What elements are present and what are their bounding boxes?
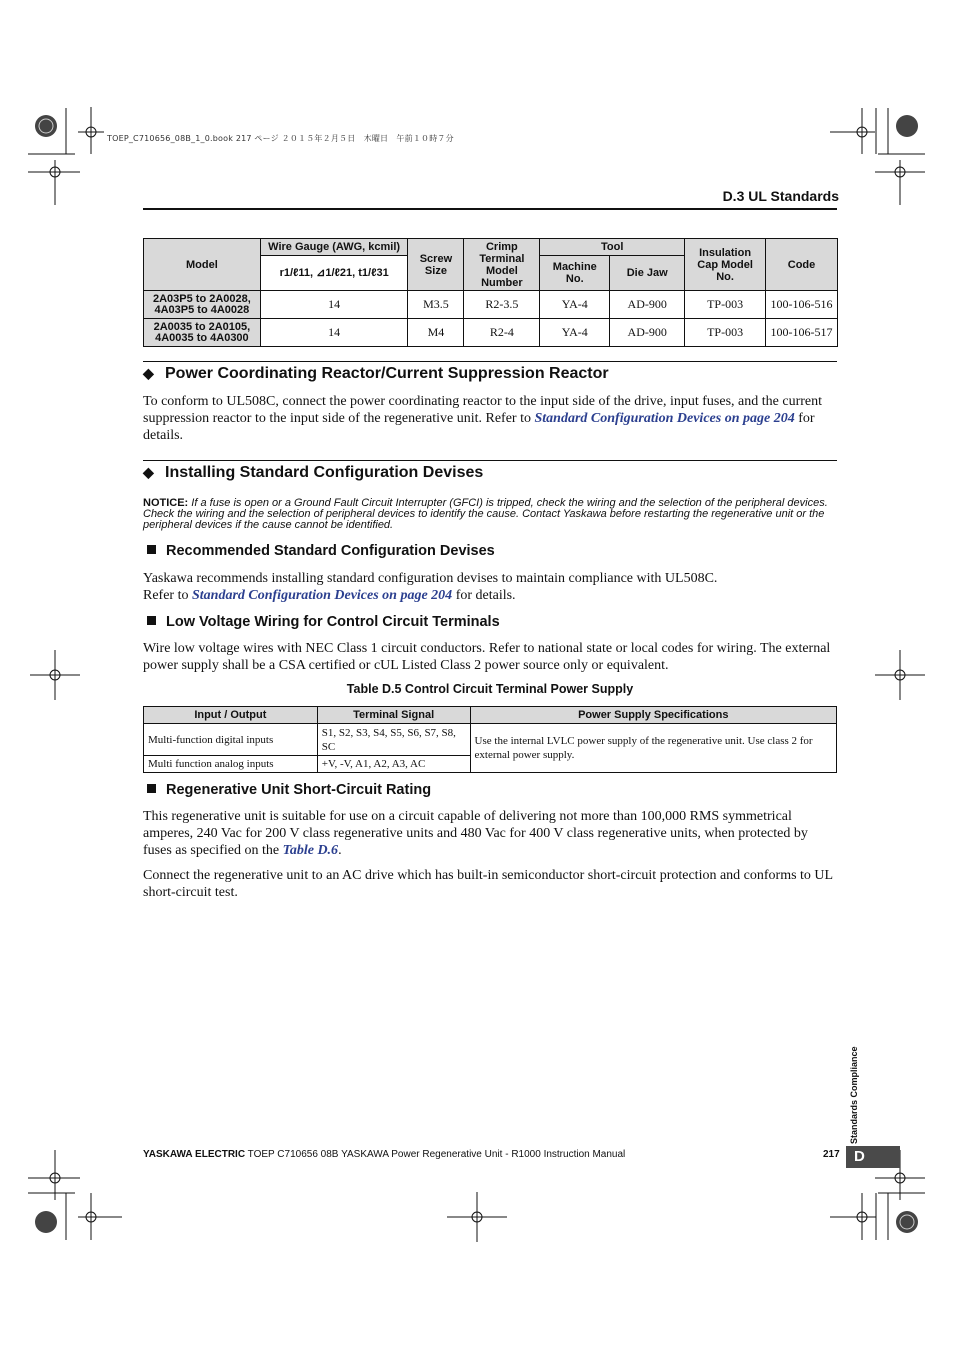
footer-brand: YASKAWA ELECTRIC: [143, 1149, 246, 1160]
paragraph-text: Yaskawa recommends installing standard configuration devises to maintain compliance with UL508C.: [143, 571, 718, 586]
table-row: [144, 319, 838, 347]
cell-machine: YA-4: [540, 319, 610, 347]
th-code: Code: [766, 239, 838, 291]
th-screw-size: Screw Size: [408, 239, 464, 291]
print-header: TOEP_C710656_08B_1_0.book 217 ページ ２０１５年２月５日 木曜日 午前１０時７分: [107, 134, 454, 143]
th-input-output: Input / Output: [144, 707, 318, 724]
cell-gauge: 14: [260, 291, 408, 319]
recommended-paragraph: [143, 570, 838, 604]
cell-crimp: R2-4: [464, 319, 540, 347]
subheading-title: Low Voltage Wiring for Control Circuit Terminals: [166, 614, 500, 630]
square-bullet-icon: [147, 545, 156, 554]
header-rule: [143, 208, 837, 210]
diamond-bullet-icon: ◆: [143, 464, 154, 480]
cell-code: 100-106-516: [766, 291, 838, 319]
cell-signal: +V, -V, A1, A2, A3, AC: [317, 756, 470, 773]
th-crimp: Crimp Terminal Model Number: [464, 239, 540, 291]
subheading-title: Recommended Standard Configuration Devises: [166, 543, 495, 559]
footer: [143, 1149, 625, 1160]
paragraph-text: To conform to UL508C, connect the power coordinating reactor to the input side of the drive, input fuses, and the current suppression reactor to the input side of the regenerative unit. Refer to: [143, 394, 822, 426]
paragraph-text: for details.: [143, 411, 815, 443]
th-insulation: Insulation Cap Model No.: [685, 239, 766, 291]
th-machine-no: Machine No.: [540, 256, 610, 291]
cell-crimp: R2-3.5: [464, 291, 540, 319]
th-wire-gauge-sub: r1/ℓ11, ⊿1/ℓ21, t1/ℓ31: [260, 256, 408, 291]
table-row: [144, 291, 838, 319]
notice-text: [143, 498, 838, 531]
subheading-recommended: [147, 543, 495, 559]
table-d6-link[interactable]: Table D.6: [282, 843, 339, 858]
th-power-supply: Power Supply Specifications: [470, 707, 836, 724]
notice-body: If a fuse is open or a Ground Fault Circuit Interrupter (GFCI) is tripped, check the wiring and the selection of the peripheral devices. Check the wiring and the selection of peripheral devices to identify the cause. Contact Yaskawa before restarting the regenerative unit or the peripheral devices if the cause cannot be identified.: [143, 497, 828, 531]
th-tool: Tool: [540, 239, 685, 256]
side-tab-text: Standards Compliance: [849, 1046, 859, 1144]
th-terminal-signal: Terminal Signal: [317, 707, 470, 724]
short-circuit-paragraph-1: [143, 808, 838, 859]
th-die-jaw: Die Jaw: [610, 256, 685, 291]
cell-screw: M3.5: [408, 291, 464, 319]
cell-io: Multi-function digital inputs: [144, 724, 318, 756]
appendix-tab: D: [846, 1146, 900, 1168]
th-model: Model: [144, 239, 261, 291]
paragraph-text: .: [338, 843, 342, 858]
cell-screw: M4: [408, 319, 464, 347]
reactor-paragraph: [143, 393, 838, 444]
footer-text: TOEP C710656 08B YASKAWA Power Regenerative Unit - R1000 Instruction Manual: [245, 1149, 626, 1160]
cell-signal: S1, S2, S3, S4, S5, S6, S7, S8, SC: [317, 724, 470, 756]
notice-label: NOTICE:: [143, 497, 189, 509]
section-heading-installing: [143, 460, 837, 482]
cell-die: AD-900: [610, 319, 685, 347]
cell-model: 2A0035 to 2A0105, 4A0035 to 4A0300: [144, 319, 261, 347]
side-tab-label: [846, 1036, 862, 1144]
low-voltage-paragraph: Wire low voltage wires with NEC Class 1 circuit conductors. Refer to national state or local codes for wiring. The external power supply shall be a CSA certified or cUL Listed Class 2 power source only or equivalent.: [143, 641, 831, 673]
section-header: D.3 UL Standards: [722, 188, 839, 204]
paragraph-text: This regenerative unit is suitable for use on a circuit capable of delivering not more than 100,000 RMS symmetrical amperes, 240 Vac for 200 V class regenerative units and 480 Vac for 400 V class regenerative units, when protected by fuses as specified on the: [143, 809, 808, 858]
cell-model: 2A03P5 to 2A0028, 4A03P5 to 4A0028: [144, 291, 261, 319]
cell-io: Multi function analog inputs: [144, 756, 318, 773]
th-wire-gauge: Wire Gauge (AWG, kcmil): [260, 239, 408, 256]
cell-gauge: 14: [260, 319, 408, 347]
paragraph-text: Refer to: [143, 588, 192, 603]
cell-code: 100-106-517: [766, 319, 838, 347]
section-heading-reactor: [143, 361, 837, 383]
cell-cap: TP-003: [685, 319, 766, 347]
cell-die: AD-900: [610, 291, 685, 319]
control-circuit-table: [143, 706, 837, 773]
diamond-bullet-icon: ◆: [143, 365, 154, 381]
table-caption: Table D.5 Control Circuit Terminal Power Supply: [346, 682, 634, 696]
standard-config-link[interactable]: Standard Configuration Devices on page 204: [534, 411, 795, 426]
section-title: Installing Standard Configuration Devises: [165, 464, 484, 481]
page-number: 217: [823, 1149, 840, 1160]
wire-gauge-table: [143, 238, 838, 347]
table-row: [144, 724, 837, 756]
subheading-low-voltage: [147, 614, 500, 630]
standard-config-link[interactable]: Standard Configuration Devices on page 204: [191, 588, 453, 603]
square-bullet-icon: [147, 784, 156, 793]
square-bullet-icon: [147, 616, 156, 625]
cell-cap: TP-003: [685, 291, 766, 319]
section-title: Power Coordinating Reactor/Current Suppression Reactor: [165, 365, 609, 382]
subheading-short-circuit: [147, 782, 431, 798]
short-circuit-paragraph-2: Connect the regenerative unit to an AC drive which has built-in semiconductor short-circuit protection and conforms to UL short-circuit test.: [143, 868, 833, 900]
cell-spec: Use the internal LVLC power supply of the regenerative unit. Use class 2 for external power supply.: [470, 724, 836, 773]
subheading-title: Regenerative Unit Short-Circuit Rating: [166, 782, 432, 798]
paragraph-text: for details.: [452, 588, 516, 603]
cell-machine: YA-4: [540, 291, 610, 319]
